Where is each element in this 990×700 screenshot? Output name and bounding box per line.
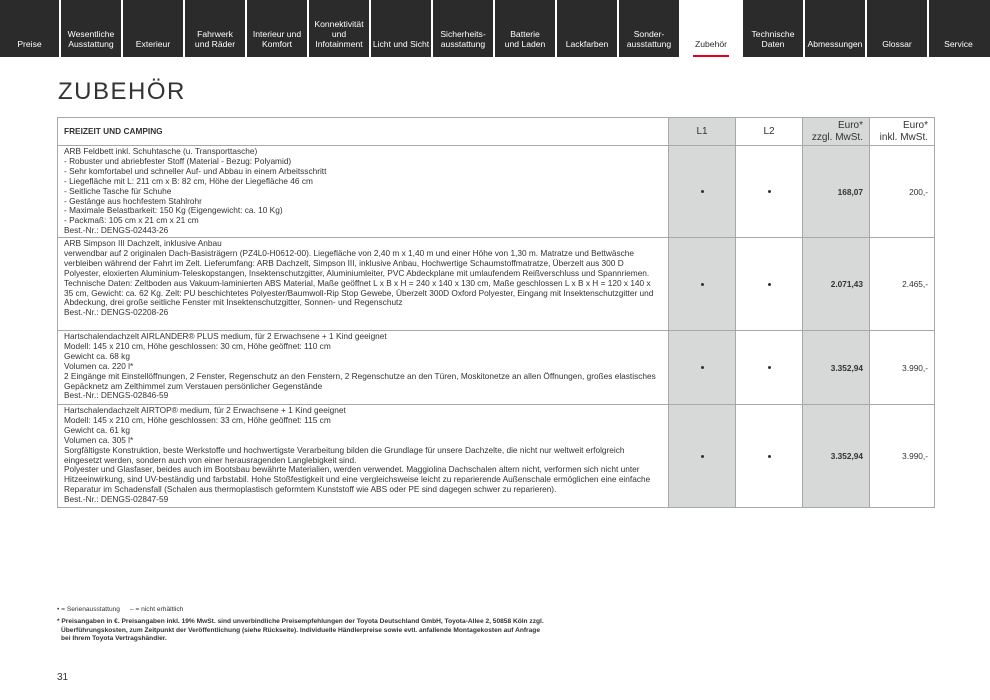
legend-not-available: – = nicht erhältlich (129, 606, 184, 613)
item-detail: 2 Eingänge mit Einstellöffnungen, 2 Fenster, Regenschutz an den Fenstern, 2 Regenschutze an den Türen, Moskitonetze an allen Öffnungen, großes elastisches Gepäcknetz am Zelthimmel zum Verstauen persönlicher Gegenstände (64, 370, 656, 391)
top-navigation (0, 0, 990, 57)
nav-tab-licht-und-sicht[interactable] (371, 0, 433, 57)
item-title: ARB Feldbett inkl. Schuhtasche (u. Transporttasche) (64, 146, 258, 156)
nav-tab-label: Interieur und Komfort (252, 29, 302, 49)
standard-equipment-dot (701, 190, 704, 193)
item-detail: Sorgfältigste Konstruktion, beste Werkstoffe und hochwertigste Verarbeitung bilden die Grundlage für unsere Dachzelte, die nicht nur weltweit erfolgreich eingesetzt werden, sondern auch von einer herausragenden Langlebigkeit sind. (64, 444, 625, 465)
item-detail: - Maximale Belastbarkeit: 150 Kg (Eigengewicht: ca. 10 Kg) (64, 205, 283, 216)
standard-equipment-dot (701, 283, 704, 286)
item-detail: - Sehr komfortabel und schneller Auf- und Abbau in einem Arbeitsschritt (64, 165, 327, 176)
item-description (58, 238, 668, 330)
standard-equipment-dot (768, 366, 771, 369)
price-gross: 2.465,- (869, 238, 934, 330)
price-gross: 200,- (869, 146, 934, 237)
availability-l2 (735, 146, 802, 237)
availability-l2 (735, 331, 802, 404)
page-number: 31 (57, 672, 69, 683)
price-net: 3.352,94 (802, 405, 869, 507)
item-detail: - Gestänge aus hochfestem Stahlrohr (64, 195, 202, 206)
standard-equipment-dot (768, 283, 771, 286)
section-heading: FREIZEIT UND CAMPING (64, 125, 163, 136)
item-detail: Volumen ca. 220 l* (64, 360, 134, 371)
nav-tab-wesentliche-ausstattung[interactable] (61, 0, 123, 57)
nav-tab-glossar[interactable] (867, 0, 929, 57)
availability-l1 (668, 146, 735, 237)
nav-tab-label: Service (944, 39, 973, 49)
nav-tab-service[interactable] (929, 0, 988, 57)
table-row (58, 237, 934, 330)
item-title: Hartschalendachzelt AIRLANDER® PLUS medium, für 2 Erwachsene + 1 Kind geeignet (64, 331, 387, 341)
legend-standard: • = Serienausstattung (57, 606, 120, 613)
nav-tab-label: Wesentliche Ausstattung (67, 29, 115, 49)
nav-tab-label: Fahrwerk und Räder (194, 29, 236, 49)
column-header-l1: L1 (668, 118, 735, 145)
price-net: 3.352,94 (802, 331, 869, 404)
table-row (58, 145, 934, 237)
nav-tab-sonderausstattung[interactable] (619, 0, 681, 57)
nav-tab-label: Technische Daten (751, 29, 795, 49)
item-detail: Polyester und Glasfaser, beides auch im Bootsbau bewährte Materialien, werden verwendet. Maggiolina Dachschalen altern nicht, verformen sich nicht unter Hitzeeinwirkung, sind UV-beständig und farbstabil. Hohe Stoßfestigkeit und eine vergleichsweise leicht zu reparierende Außenschale ermöglichen eine einfache Reparatur im Schadensfall (Schalen aus thermoplastisch geformtem Kunststoff wie ABS oder PE sind dagegen schwer zu reparieren). (64, 464, 651, 495)
nav-tab-zubehoer[interactable] (681, 0, 743, 57)
item-detail: Technische Daten: Zeltboden aus Vakuum-laminierten ABS Material, Maße geöffnet L x B x H = 240 x 140 x 130 cm, Maße geschlossen L x B x H = 120 x 140 x 35 cm, Gewicht: ca. 62 Kg. Zelt: PU beschichtetes Polyester/Baumwoll-Rip Stop Gewebe, Überzelt 300D Oxford Polyester, Eingang mit Insektenschutzgitter und Abdeckung, drei große seitliche Fenster mit Insektenschutzgitter, Sonnen- und Regenschutz (64, 277, 654, 308)
price-net: 2.071,43 (802, 238, 869, 330)
legend (57, 606, 544, 615)
nav-tab-label: Konnektivität und Infotainment (314, 19, 364, 49)
nav-tab-label: Preise (17, 39, 42, 49)
nav-tab-label: Zubehör (694, 39, 727, 49)
nav-tab-sicherheitsausstattung[interactable] (433, 0, 495, 57)
footnotes (57, 606, 544, 644)
nav-tab-label: Exterieur (135, 39, 171, 49)
item-description (58, 331, 668, 404)
table-header-row (58, 118, 934, 145)
nav-tab-label: Abmessungen (807, 39, 863, 49)
nav-tab-batterie[interactable] (495, 0, 557, 57)
item-detail: - Packmaß: 105 cm x 21 cm x 21 cm (64, 215, 199, 226)
table-row (58, 330, 934, 404)
standard-equipment-dot (768, 455, 771, 458)
table-row (58, 404, 934, 507)
standard-equipment-dot (701, 366, 704, 369)
page-title: ZUBEHÖR (58, 78, 186, 105)
nav-tab-label: Lackfarben (565, 39, 609, 49)
availability-l2 (735, 405, 802, 507)
nav-tab-exterieur[interactable] (123, 0, 185, 57)
item-detail: - Robuster und abriebfester Stoff (Material - Bezug: Polyamid) (64, 155, 292, 166)
availability-l1 (668, 331, 735, 404)
item-order-number: Best.-Nr.: DENGS-02443-26 (64, 225, 169, 236)
accessories-table (57, 117, 935, 508)
item-detail: - Liegefläche mit L: 211 cm x B: 82 cm, Höhe der Liegefläche 46 cm (64, 175, 313, 186)
nav-tab-technische-daten[interactable] (743, 0, 805, 57)
item-detail: Modell: 145 x 210 cm, Höhe geschlossen: 33 cm, Höhe geöffnet: 115 cm (64, 414, 331, 425)
nav-tab-label: Licht und Sicht (372, 39, 430, 49)
nav-tab-label: Sicherheits- ausstattung (440, 29, 486, 49)
item-detail: Modell: 145 x 210 cm, Höhe geschlossen: 30 cm, Höhe geöffnet: 110 cm (64, 340, 331, 351)
nav-tab-fahrwerk[interactable] (185, 0, 247, 57)
item-detail: verwendbar auf 2 originalen Dach-Basisträgern (PZ4L0-H0612-00). Liegefläche von 2,40 m x 1,40 m und einer Höhe von 1,30 m. Matratze und Bettwäsche verbleiben während der Fahrt im Zelt. Lieferumfang: ARB Dachzelt, Simpson III, inklusive Anbau, Hochwertige Schaumstoffmatratze, Überzelt aus 300 D Polyester, eloxierten Aluminium-Teleskopstangen, Insektenschutzgitter, Aluminiumleiter, PVC Abdeckplane mit umlaufendem Reißverschluss und Spannriemen. (64, 247, 650, 278)
nav-tab-label: Sonder- ausstattung (626, 29, 672, 49)
price-note: bei Ihrem Toyota Vertragshändler. (61, 635, 167, 643)
item-detail: Gewicht ca. 68 kg (64, 350, 130, 361)
availability-l1 (668, 238, 735, 330)
nav-tab-label: Glossar (882, 39, 912, 49)
price-net: 168,07 (802, 146, 869, 237)
nav-tab-interieur[interactable] (247, 0, 309, 57)
column-header-price-gross: Euro* inkl. MwSt. (869, 118, 934, 145)
nav-tab-lackfarben[interactable] (557, 0, 619, 57)
nav-tab-label: Batterie und Laden (504, 29, 546, 49)
nav-tab-abmessungen[interactable] (805, 0, 867, 57)
item-title: Hartschalendachzelt AIRTOP® medium, für 2 Erwachsene + 1 Kind geeignet (64, 405, 346, 415)
standard-equipment-dot (701, 455, 704, 458)
item-detail: Volumen ca. 305 l* (64, 434, 134, 445)
price-note: * Preisangaben in €. Preisangaben inkl. 19% MwSt. sind unverbindliche Preisempfehlungen der Toyota Deutschland GmbH, Toyota-Allee 2, 50858 Köln zzgl. (57, 617, 544, 625)
item-description (58, 146, 668, 237)
item-detail: - Seitliche Tasche für Schuhe (64, 185, 172, 196)
price-gross: 3.990,- (869, 331, 934, 404)
standard-equipment-dot (768, 190, 771, 193)
availability-l1 (668, 405, 735, 507)
column-header-price-net: Euro* zzgl. MwSt. (802, 118, 869, 145)
item-order-number: Best.-Nr.: DENGS-02846-59 (64, 390, 169, 401)
availability-l2 (735, 238, 802, 330)
item-detail: Gewicht ca. 61 kg (64, 424, 130, 435)
nav-tab-konnektivitaet[interactable] (309, 0, 371, 57)
price-note: Überführungskosten, zum Zeitpunkt der Veröffentlichung (siehe Rückseite). Individuelle Händlerpreise sowie evtl. anfallende Montagekosten auf Anfrage (61, 626, 540, 634)
item-order-number: Best.-Nr.: DENGS-02847-59 (64, 494, 169, 505)
item-order-number: Best.-Nr.: DENGS-02208-26 (64, 307, 169, 318)
item-description (58, 405, 668, 507)
column-header-l2: L2 (735, 118, 802, 145)
nav-tab-preise[interactable] (0, 0, 61, 57)
item-title: ARB Simpson III Dachzelt, inklusive Anbau (64, 238, 222, 248)
price-gross: 3.990,- (869, 405, 934, 507)
